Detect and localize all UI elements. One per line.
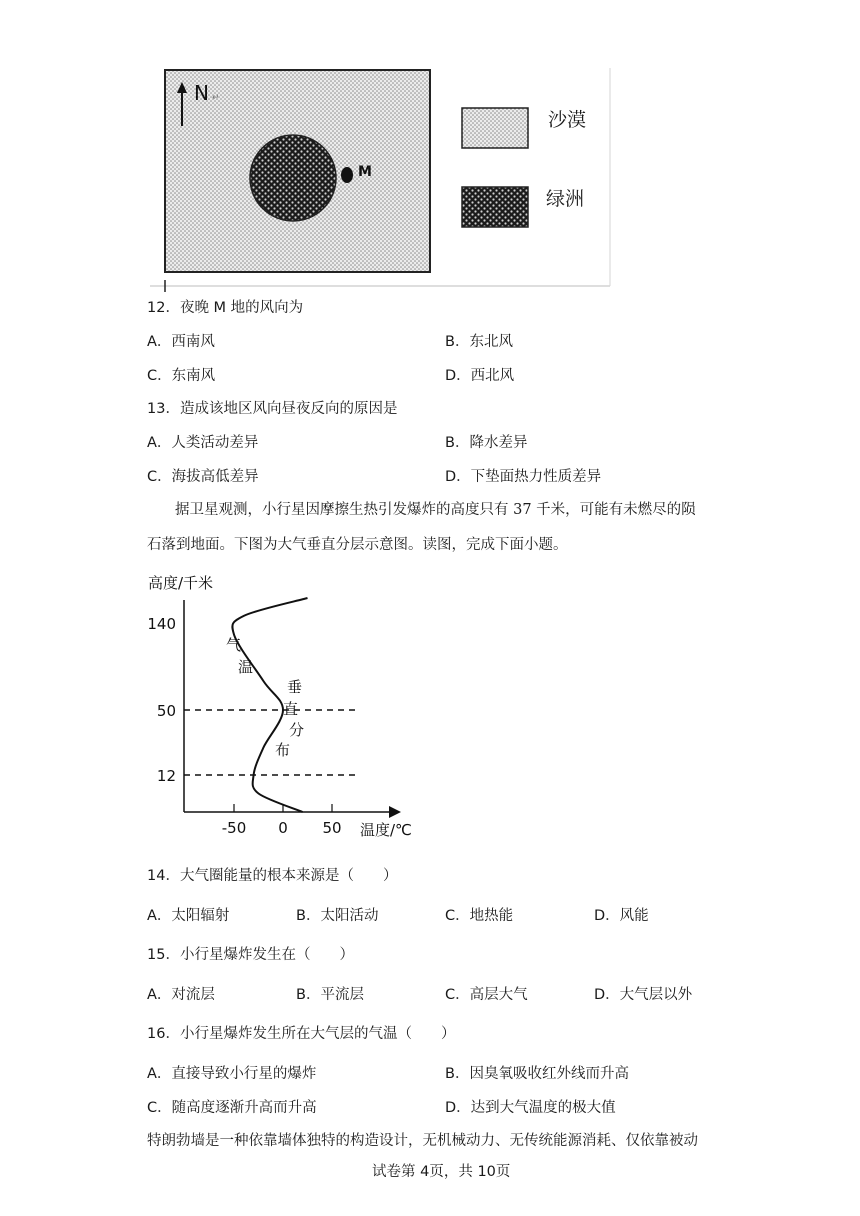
- passage-line-1: 据卫星观测，小行星因摩擦生热引发爆炸的高度只有 37 千米，可能有未燃尽的陨: [175, 502, 696, 518]
- x-tick-label: 0: [278, 819, 288, 837]
- x-tick-label: 50: [322, 819, 342, 837]
- curve-annotation-char: 温: [238, 658, 254, 676]
- q13-option-b[interactable]: B．降水差异: [445, 435, 528, 451]
- legend-desert-swatch: [462, 108, 528, 148]
- passage-line-2: 石落到地面。下图为大气垂直分层示意图。读图，完成下面小题。: [147, 537, 568, 553]
- q15-option-a[interactable]: A．对流层: [147, 987, 215, 1003]
- q14-stem: 14．大气圈能量的根本来源是（ ）: [147, 868, 398, 884]
- page-footer: 试卷第 4页，共 10页: [372, 1164, 511, 1180]
- q14-option-b[interactable]: B．太阳活动: [296, 908, 379, 924]
- q13-option-d[interactable]: D．下垫面热力性质差异: [445, 469, 602, 485]
- q12-option-c[interactable]: C．东南风: [147, 368, 216, 384]
- svg-text:↵: ↵: [212, 93, 220, 103]
- point-m-label: M: [358, 164, 372, 180]
- q16-option-a[interactable]: A．直接导致小行星的爆炸: [147, 1066, 317, 1082]
- curve-annotation-char: 气: [226, 636, 242, 654]
- atmosphere-temperature-chart: [140, 568, 440, 838]
- chart-ylabel: 高度/千米: [148, 574, 214, 592]
- oasis-desert-map: [150, 60, 620, 292]
- x-tick-label: -50: [221, 819, 247, 837]
- q16-option-d[interactable]: D．达到大气温度的极大值: [445, 1100, 616, 1116]
- q12-stem: 12．夜晚 M 地的风向为: [147, 300, 304, 316]
- oasis-area: [250, 135, 336, 221]
- curve-annotation-char: 垂: [287, 678, 303, 696]
- q14-option-a[interactable]: A．太阳辐射: [147, 908, 230, 924]
- q12-option-b[interactable]: B．东北风: [445, 334, 513, 350]
- y-tick-label: 140: [147, 615, 176, 633]
- curve-annotation-char: 布: [275, 741, 291, 759]
- q15-option-d[interactable]: D．大气层以外: [594, 987, 693, 1003]
- q15-option-b[interactable]: B．平流层: [296, 987, 364, 1003]
- legend-oasis-swatch: [462, 187, 528, 227]
- legend-desert-label: 沙漠: [548, 109, 587, 131]
- q16-option-b[interactable]: B．因臭氧吸收红外线而升高: [445, 1066, 629, 1082]
- y-tick-label: 12: [156, 767, 176, 785]
- q16-stem: 16．小行星爆炸发生所在大气层的气温（ ）: [147, 1026, 456, 1042]
- trailing-paragraph: 特朗勃墙是一种依靠墙体独特的构造设计，无机械动力、无传统能源消耗、仅依靠被动: [147, 1133, 698, 1149]
- q12-option-a[interactable]: A．西南风: [147, 334, 215, 350]
- q13-stem: 13．造成该地区风向昼夜反向的原因是: [147, 401, 398, 417]
- q13-option-a[interactable]: A．人类活动差异: [147, 435, 259, 451]
- y-tick-label: 50: [156, 702, 176, 720]
- chart-xlabel: 温度/℃: [360, 821, 412, 838]
- legend-oasis-label: 绿洲: [546, 188, 585, 210]
- curve-annotation-char: 分: [289, 721, 305, 739]
- q13-option-c[interactable]: C．海拔高低差异: [147, 469, 259, 485]
- point-m-marker: [341, 167, 353, 183]
- q14-option-c[interactable]: C．地热能: [445, 908, 514, 924]
- q12-option-d[interactable]: D．西北风: [445, 368, 515, 384]
- north-label: N: [194, 81, 209, 105]
- q15-stem: 15．小行星爆炸发生在（ ）: [147, 947, 354, 963]
- q16-option-c[interactable]: C．随高度逐渐升高而升高: [147, 1100, 317, 1116]
- q15-option-c[interactable]: C．高层大气: [445, 987, 528, 1003]
- q14-option-d[interactable]: D．风能: [594, 908, 649, 924]
- curve-annotation-char: 直: [283, 700, 299, 718]
